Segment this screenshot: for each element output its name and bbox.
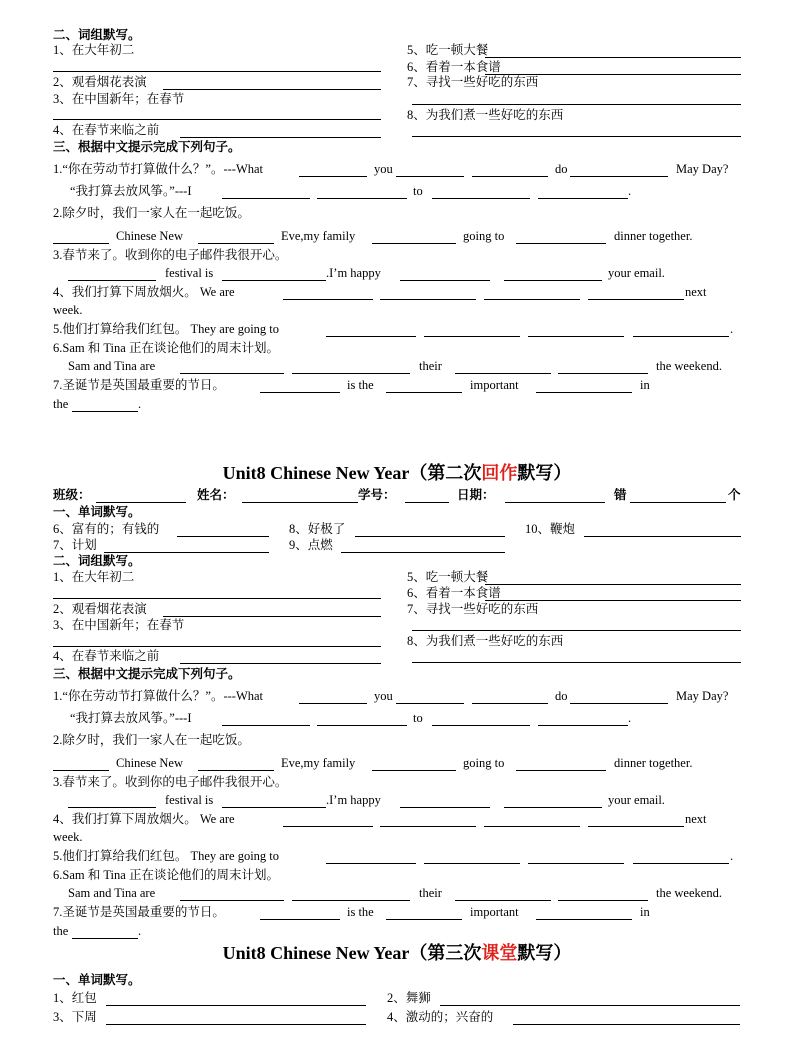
- phrase-prompt: 7、寻找一些好吃的东西: [407, 602, 539, 616]
- sentence-word: the weekend.: [656, 359, 722, 373]
- phrase-prompt: 6、看着一本食谱: [407, 586, 501, 600]
- sentence-word: to: [413, 184, 423, 198]
- sentence-prompt: 2.除夕时，我们一家人在一起吃饭。: [53, 733, 250, 747]
- answer-blank[interactable]: [222, 198, 310, 199]
- sentence-word: .: [628, 184, 632, 198]
- answer-blank[interactable]: [180, 373, 284, 374]
- phrase-prompt: 2、观看烟花表演: [53, 602, 147, 616]
- sentence-prompt: 5.他们打算给我们红包。 They are going to: [53, 849, 280, 863]
- answer-blank[interactable]: [372, 770, 456, 771]
- answer-blank[interactable]: [317, 198, 407, 199]
- answer-blank[interactable]: [72, 938, 138, 939]
- sentence-word: to: [413, 711, 423, 725]
- wrong-unit-label: 个: [728, 488, 741, 502]
- answer-line[interactable]: [53, 119, 381, 120]
- sentence-word: Eve,my family: [281, 229, 356, 243]
- answer-line[interactable]: [485, 584, 741, 585]
- answer-blank[interactable]: [455, 373, 551, 374]
- sentence-word: their: [419, 359, 442, 373]
- answer-line[interactable]: [106, 1024, 366, 1025]
- answer-blank[interactable]: [633, 336, 729, 337]
- answer-line[interactable]: [53, 598, 381, 599]
- answer-blank[interactable]: [536, 392, 632, 393]
- answer-blank[interactable]: [260, 392, 340, 393]
- answer-blank[interactable]: [326, 336, 416, 337]
- answer-blank[interactable]: [432, 725, 530, 726]
- answer-blank[interactable]: [558, 373, 648, 374]
- sentence-word: week.: [53, 830, 83, 844]
- phrase-prompt: 3、在中国新年；在春节: [53, 618, 185, 632]
- answer-blank[interactable]: [516, 243, 606, 244]
- answer-blank[interactable]: [432, 198, 530, 199]
- word-prompt: 9、点燃: [289, 538, 333, 552]
- sentence-word: next: [685, 285, 707, 299]
- answer-blank[interactable]: [536, 919, 632, 920]
- answer-blank[interactable]: [292, 900, 410, 901]
- answer-blank[interactable]: [326, 863, 416, 864]
- sentence-prompt: 7.圣诞节是英国最重要的节日。: [53, 378, 225, 392]
- sentence-word: dinner together.: [614, 756, 693, 770]
- phrase-prompt: 5、吃一顿大餐: [407, 570, 489, 584]
- answer-blank[interactable]: [528, 863, 624, 864]
- answer-blank[interactable]: [222, 807, 326, 808]
- sentence-word: the weekend.: [656, 886, 722, 900]
- sentence-word: Chinese New: [116, 756, 183, 770]
- sentence-word: .I’m happy: [326, 266, 381, 280]
- answer-blank[interactable]: [72, 411, 138, 412]
- section-heading-words: 一、单词默写。: [53, 505, 141, 519]
- page-title: Unit8 Chinese New Year（第二次回作默写）: [222, 463, 572, 483]
- word-prompt: 8、好极了: [289, 522, 346, 536]
- answer-line[interactable]: [412, 630, 741, 631]
- answer-blank[interactable]: [484, 826, 580, 827]
- answer-blank[interactable]: [283, 299, 373, 300]
- phrase-prompt: 2、观看烟花表演: [53, 75, 147, 89]
- sentence-word: .: [138, 924, 142, 938]
- sentence-word: important: [470, 905, 519, 919]
- section-heading-sentences: 三、根据中文提示完成下列句子。: [53, 140, 241, 154]
- phrase-prompt: 4、在春节来临之前: [53, 649, 160, 663]
- answer-blank[interactable]: [588, 826, 684, 827]
- answer-blank[interactable]: [455, 900, 551, 901]
- sentence-word: you: [374, 162, 393, 176]
- answer-blank[interactable]: [472, 703, 548, 704]
- answer-line[interactable]: [341, 552, 505, 553]
- word-prompt: 6、富有的；有钱的: [53, 522, 160, 536]
- answer-blank[interactable]: [528, 336, 624, 337]
- answer-blank[interactable]: [424, 336, 520, 337]
- sentence-word: festival is: [165, 793, 214, 807]
- answer-line[interactable]: [485, 57, 741, 58]
- class-field[interactable]: [96, 502, 186, 503]
- answer-blank[interactable]: [198, 243, 274, 244]
- answer-blank[interactable]: [380, 826, 476, 827]
- section-heading-sentences: 三、根据中文提示完成下列句子。: [53, 667, 241, 681]
- sentence-prompt: 3.春节来了。收到你的电子邮件我很开心。: [53, 248, 288, 262]
- word-prompt: 1、红包: [53, 991, 97, 1005]
- answer-blank[interactable]: [222, 725, 310, 726]
- sentence-prompt: “我打算去放风筝。”---I: [70, 184, 192, 198]
- answer-blank[interactable]: [504, 807, 602, 808]
- sentence-word: festival is: [165, 266, 214, 280]
- sentence-prompt: 6.Sam 和 Tina 正在谈论他们的周末计划。: [53, 868, 279, 882]
- sentence-prompt: 6.Sam 和 Tina 正在谈论他们的周末计划。: [53, 341, 279, 355]
- answer-blank[interactable]: [516, 770, 606, 771]
- answer-blank[interactable]: [372, 243, 456, 244]
- answer-blank[interactable]: [400, 280, 490, 281]
- answer-line[interactable]: [355, 536, 505, 537]
- sentence-word: .I’m happy: [326, 793, 381, 807]
- page-title: Unit8 Chinese New Year（第三次课堂默写）: [222, 943, 572, 963]
- answer-blank[interactable]: [292, 373, 410, 374]
- word-prompt: 7、计划: [53, 538, 97, 552]
- sentence-prompt: 7.圣诞节是英国最重要的节日。: [53, 905, 225, 919]
- answer-line[interactable]: [163, 89, 381, 90]
- answer-line[interactable]: [53, 646, 381, 647]
- answer-blank[interactable]: [396, 176, 464, 177]
- sentence-prompt: 5.他们打算给我们红包。 They are going to: [53, 322, 280, 336]
- sentence-word: .: [730, 849, 734, 863]
- phrase-prompt: 3、在中国新年；在春节: [53, 92, 185, 106]
- answer-blank[interactable]: [260, 919, 340, 920]
- answer-blank[interactable]: [53, 770, 109, 771]
- answer-blank[interactable]: [538, 725, 628, 726]
- sentence-word: Sam and Tina are: [68, 886, 156, 900]
- sentence-word: dinner together.: [614, 229, 693, 243]
- phrase-prompt: 7、寻找一些好吃的东西: [407, 75, 539, 89]
- sentence-word: your email.: [608, 266, 665, 280]
- answer-blank[interactable]: [198, 770, 274, 771]
- phrase-prompt: 4、在春节来临之前: [53, 123, 160, 137]
- sentence-word: you: [374, 689, 393, 703]
- sentence-word: May Day?: [676, 162, 729, 176]
- sentence-word: going to: [463, 756, 505, 770]
- sentence-prompt: 1.“你在劳动节打算做什么？”。---What: [53, 689, 264, 703]
- sentence-word: in: [640, 905, 650, 919]
- phrase-prompt: 5、吃一顿大餐: [407, 43, 489, 57]
- sentence-prompt: 2.除夕时，我们一家人在一起吃饭。: [53, 206, 250, 220]
- answer-line[interactable]: [412, 136, 741, 137]
- phrase-prompt: 1、在大年初二: [53, 43, 135, 57]
- answer-line[interactable]: [513, 1024, 740, 1025]
- answer-blank[interactable]: [283, 826, 373, 827]
- answer-blank[interactable]: [633, 863, 729, 864]
- class-label: 班级：: [53, 488, 91, 502]
- number-label: 学号：: [358, 488, 396, 502]
- sentence-word: week.: [53, 303, 83, 317]
- answer-blank[interactable]: [570, 703, 668, 704]
- section-heading-phrases: 二、词组默写。: [53, 554, 141, 568]
- number-field[interactable]: [405, 502, 449, 503]
- section-heading-words: 一、单词默写。: [53, 973, 141, 987]
- word-prompt: 10、鞭炮: [525, 522, 576, 536]
- phrase-prompt: 6、看着一本食谱: [407, 60, 501, 74]
- answer-blank[interactable]: [504, 280, 602, 281]
- sentence-word: important: [470, 378, 519, 392]
- word-prompt: 4、激动的；兴奋的: [387, 1010, 494, 1024]
- wrong-count-field[interactable]: [630, 502, 726, 503]
- sentence-word: is the: [347, 378, 374, 392]
- wrong-label: 错: [614, 488, 627, 502]
- sentence-word: .: [730, 322, 734, 336]
- sentence-word: next: [685, 812, 707, 826]
- answer-blank[interactable]: [386, 919, 462, 920]
- answer-line[interactable]: [412, 104, 741, 105]
- sentence-word: your email.: [608, 793, 665, 807]
- word-prompt: 2、舞狮: [387, 991, 431, 1005]
- sentence-prompt: 4、我们打算下周放烟火。 We are: [53, 812, 235, 826]
- sentence-word: is the: [347, 905, 374, 919]
- answer-blank[interactable]: [570, 176, 668, 177]
- answer-blank[interactable]: [424, 863, 520, 864]
- sentence-prompt: 4、我们打算下周放烟火。 We are: [53, 285, 235, 299]
- answer-line[interactable]: [53, 71, 381, 72]
- sentence-word: going to: [463, 229, 505, 243]
- answer-line[interactable]: [177, 536, 269, 537]
- sentence-prompt: “我打算去放风筝。”---I: [70, 711, 192, 725]
- answer-line[interactable]: [412, 662, 741, 663]
- answer-line[interactable]: [180, 663, 381, 664]
- sentence-word: .: [138, 397, 142, 411]
- answer-blank[interactable]: [400, 807, 490, 808]
- answer-line[interactable]: [485, 600, 741, 601]
- sentence-word: May Day?: [676, 689, 729, 703]
- answer-blank[interactable]: [317, 725, 407, 726]
- answer-blank[interactable]: [472, 176, 548, 177]
- answer-blank[interactable]: [299, 703, 367, 704]
- sentence-word: .: [628, 711, 632, 725]
- sentence-word: do: [555, 689, 568, 703]
- date-field[interactable]: [505, 502, 605, 503]
- sentence-word: the: [53, 924, 69, 938]
- sentence-word: in: [640, 378, 650, 392]
- answer-line[interactable]: [163, 616, 381, 617]
- section-heading-phrases: 二、词组默写。: [53, 28, 141, 42]
- name-field[interactable]: [242, 502, 358, 503]
- sentence-prompt: 3.春节来了。收到你的电子邮件我很开心。: [53, 775, 288, 789]
- answer-blank[interactable]: [588, 299, 684, 300]
- answer-line[interactable]: [584, 536, 741, 537]
- word-prompt: 3、下周: [53, 1010, 97, 1024]
- answer-blank[interactable]: [558, 900, 648, 901]
- sentence-prompt: 1.“你在劳动节打算做什么？”。---What: [53, 162, 264, 176]
- sentence-word: Eve,my family: [281, 756, 356, 770]
- phrase-prompt: 8、为我们煮一些好吃的东西: [407, 634, 564, 648]
- answer-line[interactable]: [440, 1005, 740, 1006]
- date-label: 日期：: [457, 488, 495, 502]
- answer-line[interactable]: [104, 552, 269, 553]
- answer-blank[interactable]: [396, 703, 464, 704]
- answer-line[interactable]: [180, 137, 381, 138]
- answer-blank[interactable]: [380, 299, 476, 300]
- phrase-prompt: 8、为我们煮一些好吃的东西: [407, 108, 564, 122]
- sentence-word: Sam and Tina are: [68, 359, 156, 373]
- answer-blank[interactable]: [222, 280, 326, 281]
- answer-blank[interactable]: [484, 299, 580, 300]
- sentence-word: Chinese New: [116, 229, 183, 243]
- phrase-prompt: 1、在大年初二: [53, 570, 135, 584]
- answer-blank[interactable]: [538, 198, 628, 199]
- sentence-word: their: [419, 886, 442, 900]
- answer-blank[interactable]: [299, 176, 367, 177]
- answer-blank[interactable]: [68, 280, 156, 281]
- answer-blank[interactable]: [180, 900, 284, 901]
- answer-blank[interactable]: [53, 243, 109, 244]
- answer-blank[interactable]: [68, 807, 156, 808]
- answer-blank[interactable]: [386, 392, 462, 393]
- answer-line[interactable]: [106, 1005, 366, 1006]
- sentence-word: do: [555, 162, 568, 176]
- name-label: 姓名：: [197, 488, 235, 502]
- sentence-word: the: [53, 397, 69, 411]
